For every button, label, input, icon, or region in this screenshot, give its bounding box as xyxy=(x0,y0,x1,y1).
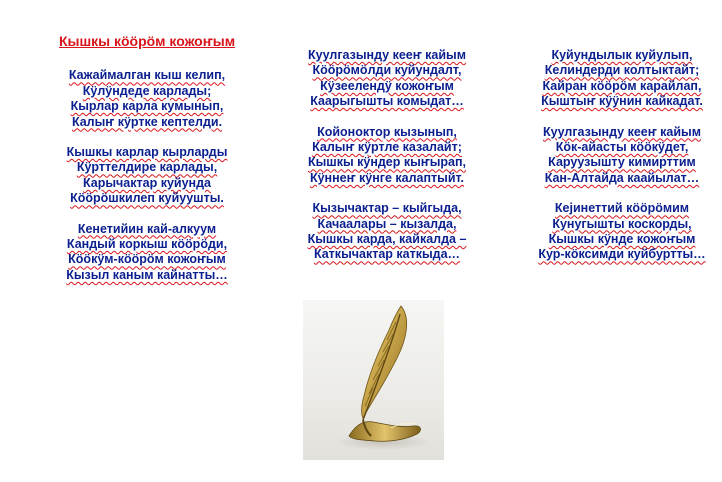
stanza-6 xyxy=(276,201,498,263)
poem-line: Кунугышты коскорды, xyxy=(552,216,692,231)
poem-line: Калыҥ кӱртке кептелди. xyxy=(71,114,223,129)
stanza-1 xyxy=(36,68,258,130)
poem-line: Кышкы карда, кайкалда – xyxy=(307,232,467,247)
poem-line: Кайран кӧӧрӧм карайлап, xyxy=(542,78,702,93)
feather-sculpture-image xyxy=(303,300,444,460)
poem-line: Каруузышту кимирттим xyxy=(548,155,696,170)
poem-line: Кӱлӱндеде карлады; xyxy=(82,83,212,98)
poem-line: Кырлар карла кумынып, xyxy=(70,99,224,114)
poem-line: Кызычактар – кыйгыда, xyxy=(312,201,462,216)
poem-line: Кӱзеелендӱ кожоҥым xyxy=(320,78,454,93)
stanza-7 xyxy=(512,48,722,110)
poem-line: Качаалары – кызалда, xyxy=(317,216,457,231)
poem-line: Каткычактар каткыда… xyxy=(313,247,461,262)
poem-line: Кажаймалган кыш келип, xyxy=(68,68,226,83)
poem-line: Кыштыҥ кӱӱнин кайкадат. xyxy=(541,94,703,109)
poem-line: Кышкы кӱнде кожоҥым xyxy=(548,232,696,247)
poem-line: Куулгазынду кееҥ кайым xyxy=(543,124,701,139)
poem-line: Куйундылык куйулып, xyxy=(551,48,693,62)
stanza-5 xyxy=(276,125,498,187)
stanza-9 xyxy=(512,201,722,263)
poem-line: Кан-Алтайда каайылат… xyxy=(544,170,700,185)
golden-feather-sculpture-icon xyxy=(303,300,444,460)
poem-column-middle xyxy=(276,48,498,278)
poem-line: Калыҥ кӱртле казалайт; xyxy=(312,140,462,155)
poem-line: Кышкы карлар кырларды xyxy=(66,145,228,160)
poem-line: Куулгазынду кееҥ кайым xyxy=(308,48,466,62)
poem-line: Кејинеттий кӧӧрӧмим xyxy=(554,201,690,216)
poem-line: Карычактар куйунда xyxy=(83,175,211,190)
poem-line: Кӱннеҥ кӱнге калаптыйт. xyxy=(309,170,465,185)
poem-line: Кур-кӧксимди куйбуртты… xyxy=(538,247,706,262)
stanza-8 xyxy=(512,125,722,187)
poem-line: Кӱрттелдире карлады, xyxy=(76,160,218,175)
poem-line: Кенетийин кай-алкуум xyxy=(77,221,217,236)
poem-line: Койоноктор кызынып, xyxy=(317,124,457,139)
stanza-4 xyxy=(276,48,498,110)
poem-line: Кӧӧрӧшкилеп куйуушты. xyxy=(70,191,224,206)
poem-line: Кызыл каным кайнатты… xyxy=(66,267,228,282)
poem-line: Келиндерди колтыктайт; xyxy=(544,63,700,78)
stanza-2 xyxy=(36,145,258,207)
poem-column-right xyxy=(512,48,722,278)
stanza-3 xyxy=(36,222,258,284)
poem-line: Кышкы кӱндер кыҥырап, xyxy=(307,155,467,170)
poem-column-left xyxy=(36,34,258,298)
poem-line: Кӧӧкӱм-кӧӧрӧм кожоҥым xyxy=(68,252,226,267)
poem-line: Кӧӧрӧмӧлди куйундалт, xyxy=(312,63,462,78)
poem-title: Кышкы кӧӧрӧм кожоҥым xyxy=(58,33,236,49)
poem-line: Кандый коркыш кӧӧрӧди, xyxy=(66,237,228,252)
poem-line: Кӧк-айасты кӧӧкӱдет, xyxy=(555,140,689,155)
poem-line: Каарыгышты комыдат… xyxy=(310,94,464,109)
